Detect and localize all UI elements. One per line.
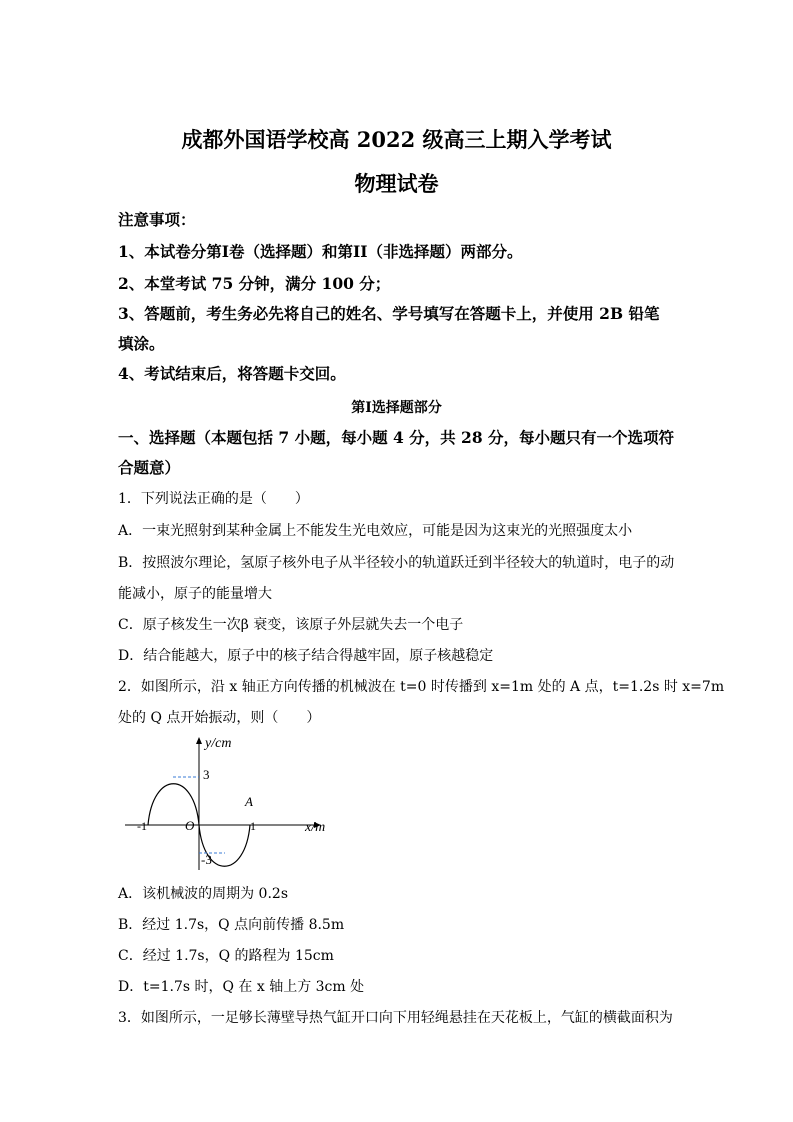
y-axis-label: y/cm [205, 736, 232, 751]
notice-item-3-cont: 填涂。 [118, 334, 165, 353]
notice-item-1: 1、本试卷分第I卷（选择题）和第II（非选择题）两部分。 [118, 242, 523, 261]
tick-3: 3 [203, 767, 210, 782]
q1-option-c: C．原子核发生一次β 衰变，该原子外层就失去一个电子 [118, 617, 464, 633]
q1-option-a: A．一束光照射到某种金属上不能发生光电效应，可能是因为这束光的光照强度太小 [118, 523, 633, 539]
q2-stem-cont: 处的 Q 点开始振动，则（ ） [118, 710, 321, 726]
notice-heading: 注意事项： [118, 210, 196, 229]
origin-label: O [185, 818, 195, 833]
notice-item-2: 2、本堂考试 75 分钟，满分 100 分； [118, 274, 391, 293]
q2-stem: 2．如图所示，沿 x 轴正方向传播的机械波在 t=0 时传播到 x=1m 处的 A 点，t=1.2s 时 x=7m [118, 679, 725, 695]
tick-1: 1 [250, 819, 256, 833]
tick-neg3: -3 [201, 852, 212, 867]
q1-option-d: D．结合能越大，原子中的核子结合得越牢固，原子核越稳定 [118, 648, 494, 664]
section-heading-cont: 合题意） [118, 458, 181, 477]
q2-option-a: A．该机械波的周期为 0.2s [118, 886, 289, 902]
q3-stem: 3．如图所示，一足够长薄壁导热气缸开口向下用轻绳悬挂在天花板上，气缸的横截面积为 [118, 1010, 673, 1026]
q1-stem: 1．下列说法正确的是（ ） [118, 491, 309, 507]
exam-title: 成都外国语学校高 2022 级高三上期入学考试 [181, 127, 612, 152]
wave-figure [115, 728, 345, 878]
notice-item-3: 3、答题前，考生务必先将自己的姓名、学号填写在答题卡上，并使用 2B 铅笔 [118, 304, 660, 323]
exam-subtitle: 物理试卷 [354, 171, 439, 196]
q2-option-c: C．经过 1.7s，Q 的路程为 15cm [118, 948, 334, 964]
q1-option-b: B．按照波尔理论，氢原子核外电子从半径较小的轨道跃迁到半径较大的轨道时，电子的动 [118, 555, 675, 571]
section-heading: 一、选择题（本题包括 7 小题，每小题 4 分，共 28 分，每小题只有一个选项符 [118, 428, 675, 447]
q1-option-b-cont: 能减小，原子的能量增大 [118, 586, 272, 602]
q2-option-d: D．t=1.7s 时，Q 在 x 轴上方 3cm 处 [118, 979, 365, 995]
q2-option-b: B．经过 1.7s，Q 点向前传播 8.5m [118, 917, 345, 933]
point-a-label: A [245, 794, 253, 809]
notice-item-4: 4、考试结束后，将答题卡交回。 [118, 364, 346, 383]
part1-title: 第I选择题部分 [351, 400, 442, 416]
x-axis-label: x/m [305, 820, 326, 835]
tick-neg1: -1 [137, 819, 147, 833]
